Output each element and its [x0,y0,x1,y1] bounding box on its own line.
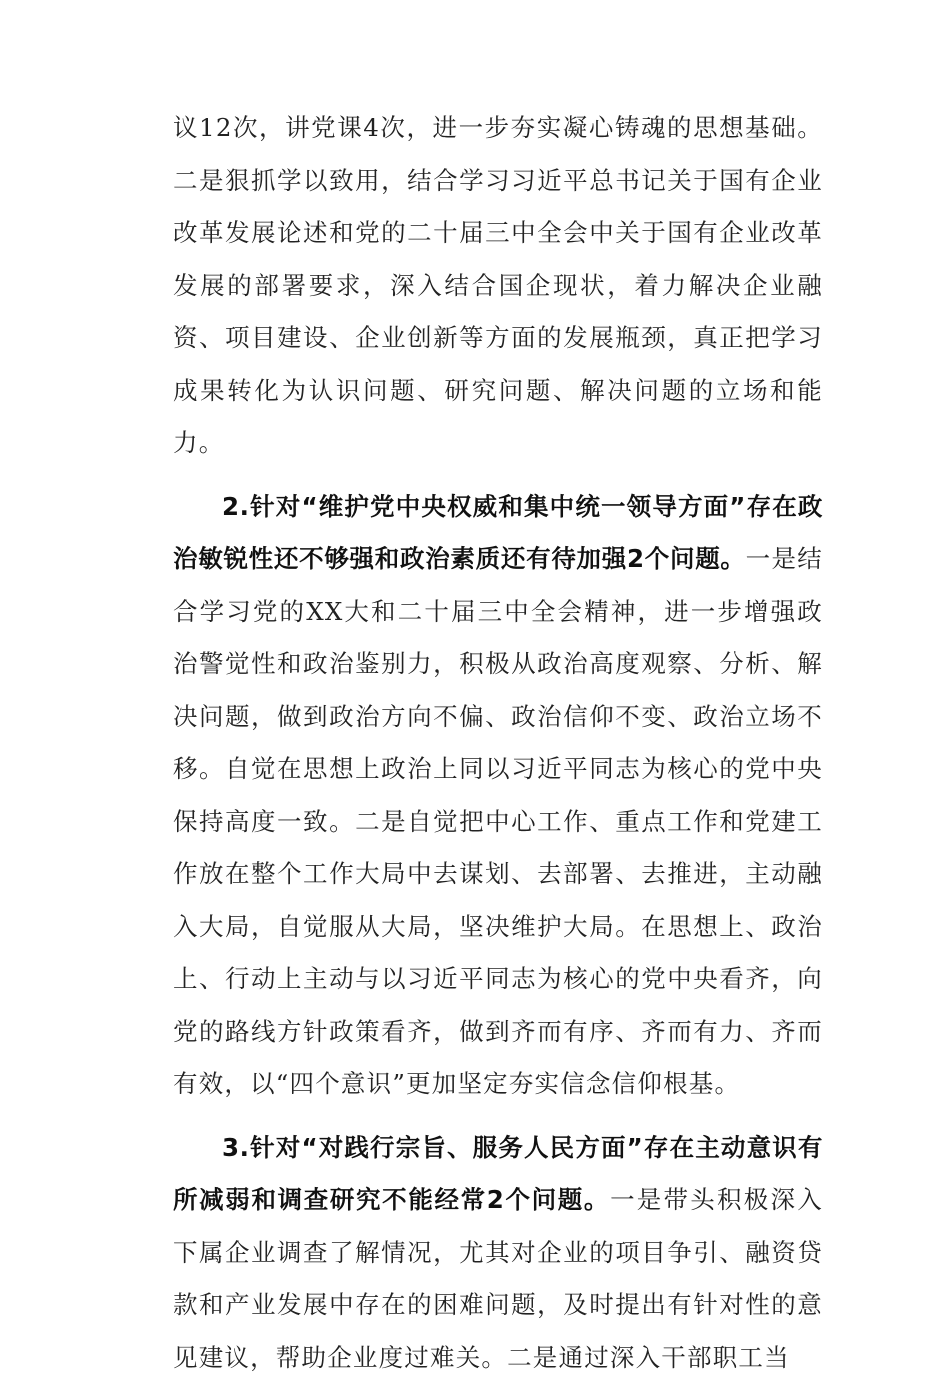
document-body [173,102,823,1384]
paragraph-2-heading: 2.针对“维护党中央权威和集中统一领导方面”存在政治敏锐性还不够强和政治素质还有待加强2个问题。 [173,492,823,574]
paragraph-3-heading: 3.针对“对践行宗旨、服务人民方面”存在主动意识有所减弱和调查研究不能经常2个问题。 [173,1133,823,1215]
paragraph-2-text: 一是结合学习党的XX大和二十届三中全会精神，进一步增强政治警觉性和政治鉴别力，积极从政治高度观察、分析、解决问题，做到政治方向不偏、政治信仰不变、政治立场不移。自觉在思想上政治上同以习近平同志为核心的党中央保持高度一致。二是自觉把中心工作、重点工作和党建工作放在整个工作大局中去谋划、去部署、去推进，主动融入大局，自觉服从大局，坚决维护大局。在思想上、政治上、行动上主动与以习近平同志为核心的党中央看齐，向党的路线方针政策看齐，做到齐而有序、齐而有力、齐而有效，以“四个意识”更加坚定夯实信念信仰根基。 [173,544,823,1098]
paragraph-3 [173,1122,823,1384]
paragraph-1 [173,102,823,470]
paragraph-3-text: 一是带头积极深入下属企业调查了解情况，尤其对企业的项目争引、融资贷款和产业发展中存在的困难问题，及时提出有针对性的意见建议，帮助企业度过难关。二是通过深入干部职工当 [173,1185,823,1372]
paragraph-2 [173,481,823,1111]
paragraph-1-text: 议12次，讲党课4次，进一步夯实凝心铸魂的思想基础。二是狠抓学以致用，结合学习习近平总书记关于国有企业改革发展论述和党的二十届三中全会中关于国有企业改革发展的部署要求，深入结合国企现状，着力解决企业融资、项目建设、企业创新等方面的发展瓶颈，真正把学习成果转化为认识问题、研究问题、解决问题的立场和能力。 [173,113,823,457]
